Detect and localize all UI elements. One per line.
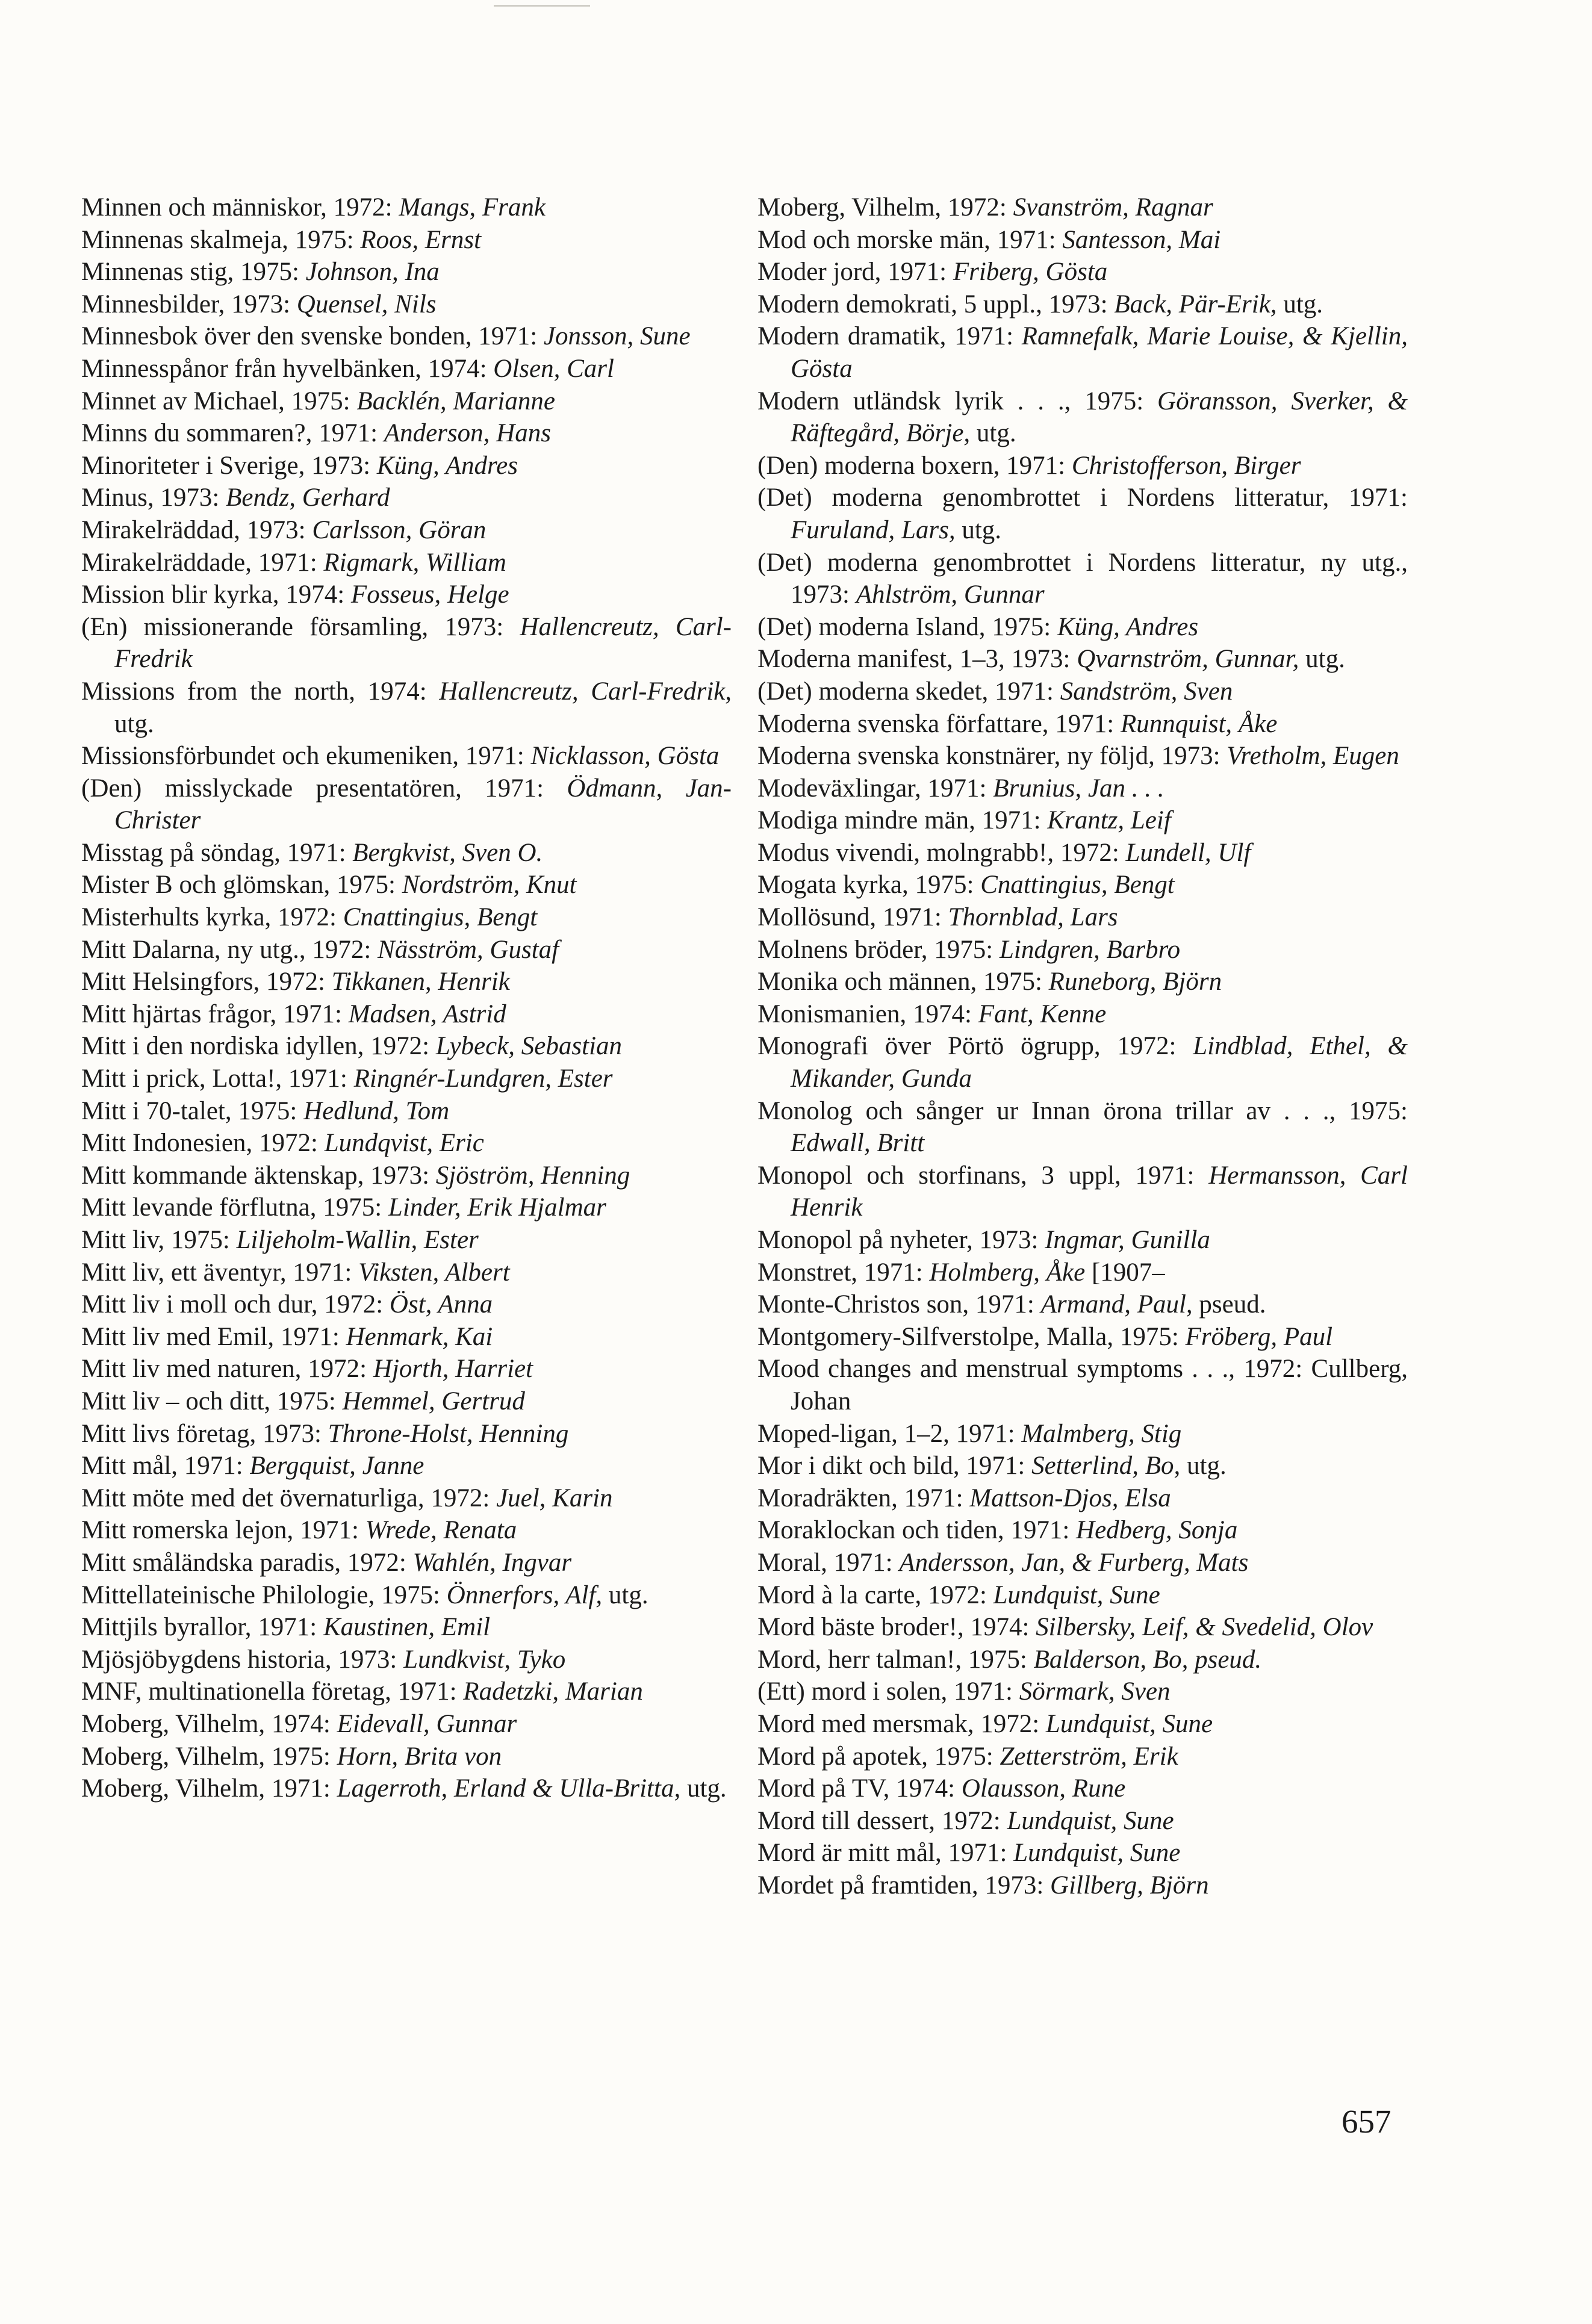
- index-entry: [81, 1321, 732, 1353]
- entry-title: Modus vivendi, molngrabb!, 1972:: [757, 838, 1126, 867]
- entry-author: Lundquist, Sune: [993, 1580, 1160, 1609]
- entry-title: Minoriteter i Sverige, 1973:: [81, 451, 377, 480]
- entry-author: Nicklasson, Gösta: [530, 742, 720, 771]
- entry-author: Lybeck, Sebastian: [435, 1032, 623, 1061]
- entry-title: Monte-Christos son, 1971:: [757, 1290, 1041, 1319]
- index-entry: [757, 1030, 1408, 1095]
- index-entry: [757, 1257, 1408, 1289]
- entry-title: (En) missionerande församling, 1973:: [81, 612, 520, 641]
- entry-title: Mod och morske män, 1971:: [757, 225, 1063, 254]
- entry-author: Roos, Ernst: [360, 225, 482, 254]
- entry-author: Christofferson, Birger: [1071, 451, 1301, 480]
- entry-author: Friberg, Gösta: [953, 258, 1108, 287]
- entry-author: Wrede, Renata: [365, 1516, 517, 1545]
- index-entry: [757, 869, 1408, 901]
- entry-author: Vretholm, Eugen: [1227, 742, 1399, 771]
- entry-title: Mord till dessert, 1972:: [757, 1806, 1007, 1835]
- index-entry: [81, 450, 732, 482]
- entry-title: Minnesbilder, 1973:: [81, 290, 297, 318]
- entry-author: Tikkanen, Henrik: [331, 968, 510, 996]
- entry-author: Fosseus, Helge: [350, 580, 509, 609]
- entry-title: Moder jord, 1971:: [757, 258, 953, 287]
- entry-author: Lundell, Ulf: [1125, 838, 1251, 867]
- entry-author: Qvarnström, Gunnar,: [1077, 645, 1299, 674]
- index-entry: [757, 934, 1408, 966]
- entry-title: Moped-ligan, 1–2, 1971:: [757, 1419, 1022, 1448]
- index-entry: [757, 1321, 1408, 1353]
- entry-author: Sjöström, Henning: [435, 1161, 630, 1190]
- index-entry: [81, 934, 732, 966]
- index-entry: [757, 320, 1408, 385]
- entry-author: Olausson, Rune: [961, 1774, 1126, 1803]
- entry-author: Mangs, Frank: [399, 193, 546, 222]
- entry-title: Molnens bröder, 1975:: [757, 935, 1000, 964]
- entry-title: Misstag på söndag, 1971:: [81, 838, 353, 867]
- index-entry: [81, 1288, 732, 1321]
- index-entry: [757, 901, 1408, 934]
- entry-author: Lundkvist, Tyko: [403, 1645, 566, 1674]
- entry-title: Moberg, Vilhelm, 1971:: [81, 1774, 337, 1803]
- index-entry: [757, 1837, 1408, 1869]
- entry-author: Anderson, Hans: [384, 419, 551, 448]
- entry-suffix: pseud.: [1192, 1290, 1266, 1319]
- index-entry: [757, 1773, 1408, 1805]
- index-entry: [81, 1224, 732, 1257]
- index-entry: [81, 869, 732, 901]
- index-entry: [757, 385, 1408, 450]
- entry-title: Monstret, 1971:: [757, 1258, 930, 1287]
- index-entry: [81, 1644, 732, 1676]
- index-entry: [81, 611, 732, 676]
- entry-title: Mor i dikt och bild, 1971:: [757, 1452, 1032, 1480]
- entry-title: Mitt mål, 1971:: [81, 1452, 250, 1480]
- entry-author: Olsen, Carl: [493, 354, 614, 383]
- entry-author: Bergquist, Janne: [249, 1452, 424, 1480]
- entry-title: Minnen och människor, 1972:: [81, 193, 399, 222]
- entry-author: Edwall, Britt: [791, 1129, 925, 1158]
- entry-author: Lagerroth, Erland & Ulla-Britta,: [337, 1774, 681, 1803]
- entry-title: Minnenas stig, 1975:: [81, 258, 306, 287]
- entry-author: Gillberg, Björn: [1050, 1871, 1209, 1900]
- entry-title: Mister B och glömskan, 1975:: [81, 871, 402, 899]
- entry-author: Hermansson, Carl Henrik: [791, 1161, 1408, 1222]
- entry-author: Cnattingius, Bengt: [343, 903, 538, 932]
- index-entry: [757, 1288, 1408, 1321]
- index-entry: [81, 288, 732, 321]
- index-entry: [757, 482, 1408, 546]
- entry-title: Mollösund, 1971:: [757, 903, 948, 932]
- index-entry: [757, 224, 1408, 256]
- entry-author: Küng, Andres: [1057, 612, 1199, 641]
- entry-suffix: utg.: [1180, 1452, 1227, 1480]
- index-entry: [81, 1741, 732, 1773]
- entry-suffix: utg.: [602, 1580, 648, 1609]
- entry-author: Fant, Kenne: [978, 999, 1107, 1028]
- entry-title: Minnenas skalmeja, 1975:: [81, 225, 361, 254]
- entry-author: Henmark, Kai: [346, 1322, 493, 1351]
- entry-title: Mirakelräddad, 1973:: [81, 515, 312, 544]
- index-entry: [81, 1450, 732, 1482]
- index-entry: [757, 1514, 1408, 1547]
- entry-title: Mitt Dalarna, ny utg., 1972:: [81, 935, 378, 964]
- index-entry: [81, 1030, 732, 1063]
- entry-title: Mogata kyrka, 1975:: [757, 871, 981, 899]
- entry-title: Mitt möte med det övernaturliga, 1972:: [81, 1484, 497, 1512]
- entry-title: Mitt Helsingfors, 1972:: [81, 968, 332, 996]
- index-entry: [757, 676, 1408, 708]
- entry-title: Mitt levande förflutna, 1975:: [81, 1193, 388, 1222]
- index-entry: [81, 547, 732, 579]
- index-entry: [81, 191, 732, 224]
- entry-author: Hedlund, Tom: [303, 1096, 450, 1125]
- index-entry: [81, 966, 732, 998]
- entry-title: Mitt livs företag, 1973:: [81, 1419, 328, 1448]
- index-entry: [81, 676, 732, 740]
- entry-title: Mord på apotek, 1975:: [757, 1742, 1000, 1771]
- entry-author: Silbersky, Leif, & Svedelid, Olov: [1036, 1613, 1373, 1642]
- entry-author: Ramnefalk, Marie Louise, & Kjellin, Gösta: [791, 322, 1408, 383]
- entry-author: Jonsson, Sune: [543, 322, 691, 351]
- entry-title: Minus, 1973:: [81, 483, 226, 512]
- entry-title: Missions from the north, 1974:: [81, 677, 440, 706]
- entry-author: Ringnér-Lundgren, Ester: [353, 1064, 613, 1093]
- entry-title: Moderna svenska författare, 1971:: [757, 709, 1121, 738]
- index-entry: [757, 450, 1408, 482]
- index-entry: [81, 1547, 732, 1579]
- index-entry: [81, 1063, 732, 1095]
- index-entry: [757, 998, 1408, 1031]
- entry-author: Hjorth, Harriet: [373, 1355, 533, 1384]
- entry-suffix: utg.: [680, 1774, 727, 1803]
- entry-title: Mitt hjärtas frågor, 1971:: [81, 999, 349, 1028]
- entry-author: Andersson, Jan, & Furberg, Mats: [899, 1548, 1249, 1577]
- entry-author: Göransson, Sverker, & Räftegård, Börje,: [791, 387, 1408, 448]
- index-entry: [81, 772, 732, 837]
- entry-title: (Den) misslyckade presentatören, 1971:: [81, 774, 567, 803]
- index-entry: [757, 1482, 1408, 1515]
- entry-suffix: [1907–: [1085, 1258, 1165, 1287]
- index-entry: [757, 1676, 1408, 1708]
- index-entry: [757, 1611, 1408, 1644]
- scan-edge-mark: [494, 5, 590, 7]
- entry-author: Quensel, Nils: [296, 290, 437, 318]
- index-column-right: [757, 191, 1408, 1901]
- index-entry: [757, 1353, 1408, 1417]
- entry-title: Moradräkten, 1971:: [757, 1484, 970, 1512]
- index-entry: [757, 1644, 1408, 1676]
- entry-author: Malmberg, Stig: [1021, 1419, 1182, 1448]
- index-entry: [757, 547, 1408, 611]
- entry-title: Mitt liv med Emil, 1971:: [81, 1322, 346, 1351]
- entry-title: Mord bäste broder!, 1974:: [757, 1613, 1036, 1642]
- entry-author: Fröberg, Paul: [1185, 1322, 1333, 1351]
- entry-title: Mitt i den nordiska idyllen, 1972:: [81, 1032, 436, 1061]
- entry-author: Hallencreutz, Carl-Fredrik,: [439, 677, 732, 706]
- index-entry: [757, 643, 1408, 676]
- entry-title: Minnesbok över den svenske bonden, 1971:: [81, 322, 544, 351]
- entry-author: Johnson, Ina: [305, 258, 440, 287]
- entry-title: Mitt i prick, Lotta!, 1971:: [81, 1064, 354, 1093]
- index-entry: [757, 191, 1408, 224]
- entry-author: Holmberg, Åke: [929, 1258, 1086, 1287]
- index-entry: [757, 611, 1408, 644]
- entry-author: Cnattingius, Bengt: [980, 871, 1175, 899]
- entry-author: Küng, Andres: [376, 451, 518, 480]
- entry-title: Mitt liv, ett äventyr, 1971:: [81, 1258, 359, 1287]
- entry-title: Mission blir kyrka, 1974:: [81, 580, 351, 609]
- entry-author: Juel, Karin: [496, 1484, 613, 1512]
- entry-suffix: utg.: [114, 709, 154, 738]
- entry-title: Mitt i 70-talet, 1975:: [81, 1096, 304, 1125]
- index-entry: [81, 1095, 732, 1128]
- entry-title: Misterhults kyrka, 1972:: [81, 903, 343, 932]
- entry-title: Monografi över Pörtö ögrupp, 1972:: [757, 1032, 1193, 1061]
- entry-suffix: utg.: [970, 419, 1016, 448]
- entry-title: Monolog och sånger ur Innan öronа trillar av . . ., 1975:: [757, 1096, 1408, 1125]
- entry-author: Bendz, Gerhard: [226, 483, 390, 512]
- entry-author: Eidevall, Gunnar: [337, 1709, 517, 1738]
- entry-title: Mord à la carte, 1972:: [757, 1580, 993, 1609]
- entry-title: (Den) moderna boxern, 1971:: [757, 451, 1072, 480]
- index-entry: [81, 1514, 732, 1547]
- entry-author: Linder, Erik Hjalmar: [388, 1193, 606, 1222]
- entry-title: Mord med mersmak, 1972:: [757, 1709, 1046, 1738]
- entry-title: Moberg, Vilhelm, 1975:: [81, 1742, 337, 1771]
- index-entry: [757, 1869, 1408, 1902]
- index-entry: [757, 966, 1408, 998]
- index-entry: [757, 256, 1408, 288]
- entry-author: Thornblad, Lars: [948, 903, 1118, 932]
- index-entry: [81, 514, 732, 547]
- entry-title: Minns du sommaren?, 1971:: [81, 419, 384, 448]
- index-entry: [81, 1708, 732, 1741]
- entry-title: Missionsförbundet och ekumeniken, 1971:: [81, 742, 531, 771]
- index-entry: [81, 320, 732, 353]
- entry-author: Brunius, Jan . . .: [993, 774, 1164, 803]
- entry-author: Liljeholm-Wallin, Ester: [236, 1226, 479, 1254]
- entry-title: Mord är mitt mål, 1971:: [757, 1839, 1014, 1868]
- entry-author: Bergkvist, Sven O.: [352, 838, 543, 867]
- entry-author: Furuland, Lars,: [791, 515, 956, 544]
- entry-title: Mitt liv med naturen, 1972:: [81, 1355, 373, 1384]
- entry-author: Santesson, Mai: [1062, 225, 1221, 254]
- entry-title: Modern utländsk lyrik . . ., 1975:: [757, 387, 1158, 415]
- index-entry: [81, 1160, 732, 1192]
- entry-title: Mordet på framtiden, 1973:: [757, 1871, 1051, 1900]
- index-entry: [81, 1353, 732, 1385]
- page-number: 657: [1342, 2103, 1391, 2140]
- entry-title: Mitt kommande äktenskap, 1973:: [81, 1161, 436, 1190]
- entry-author: Nordström, Knut: [402, 871, 577, 899]
- entry-author: Sandström, Sven: [1060, 677, 1233, 706]
- entry-author: Hedberg, Sonja: [1076, 1516, 1238, 1545]
- entry-title: Minnesspånor från hyvelbänken, 1974:: [81, 354, 494, 383]
- entry-author: Throne-Holst, Henning: [328, 1419, 569, 1448]
- index-column-left: [81, 191, 732, 1805]
- entry-author: Backlén, Marianne: [356, 387, 555, 415]
- entry-title: Mittjils byrallor, 1971:: [81, 1613, 323, 1642]
- entry-title: Montgomery-Silfverstolpe, Malla, 1975:: [757, 1322, 1186, 1351]
- entry-author: Viksten, Albert: [358, 1258, 510, 1287]
- index-entry: [81, 1385, 732, 1418]
- entry-title: Modern dramatik, 1971:: [757, 322, 1022, 351]
- entry-title: (Det) moderna skedet, 1971:: [757, 677, 1060, 706]
- entry-author: Hemmel, Gertrud: [342, 1387, 525, 1415]
- entry-author: Kaustinen, Emil: [323, 1613, 491, 1642]
- index-entry: [81, 579, 732, 611]
- entry-author: Runnquist, Åke: [1121, 709, 1278, 738]
- entry-title: Mitt liv, 1975:: [81, 1226, 237, 1254]
- entry-author: Wahlén, Ingvar: [412, 1548, 572, 1577]
- entry-title: Mord på TV, 1974:: [757, 1774, 962, 1803]
- entry-author: Armand, Paul,: [1040, 1290, 1193, 1319]
- index-entry: [757, 1579, 1408, 1612]
- entry-author: Back, Pär-Erik,: [1114, 290, 1277, 318]
- entry-title: Moberg, Vilhelm, 1972:: [757, 193, 1013, 222]
- entry-author: Sörmark, Sven: [1019, 1677, 1171, 1706]
- entry-title: (Det) moderna Island, 1975:: [757, 612, 1057, 641]
- entry-author: Lindblad, Ethel, & Mikander, Gunda: [791, 1032, 1408, 1093]
- entry-author: Öst, Anna: [389, 1290, 493, 1319]
- entry-title: Monismanien, 1974:: [757, 999, 978, 1028]
- entry-suffix: utg.: [1276, 290, 1323, 318]
- index-entry: [81, 998, 732, 1031]
- entry-author: Zetterström, Erik: [1000, 1742, 1178, 1771]
- index-entry: [81, 417, 732, 450]
- entry-title: Mirakelräddade, 1971:: [81, 548, 324, 577]
- index-entry: [757, 1805, 1408, 1838]
- index-entry: [757, 772, 1408, 805]
- index-entry: [81, 837, 732, 869]
- entry-title: (Ett) mord i solen, 1971:: [757, 1677, 1019, 1706]
- entry-author: Balderson, Bo, pseud.: [1033, 1645, 1262, 1674]
- index-entry: [81, 1482, 732, 1515]
- entry-title: Moraklockan och tiden, 1971:: [757, 1516, 1077, 1545]
- index-entry: [81, 1676, 732, 1708]
- entry-title: Modern demokrati, 5 uppl., 1973:: [757, 290, 1115, 318]
- entry-author: Ödmann, Jan-Christer: [114, 774, 732, 835]
- index-entry: [81, 1257, 732, 1289]
- entry-title: Mjösjöbygdens historia, 1973:: [81, 1645, 404, 1674]
- entry-title: (Det) moderna genombrottet i Nordens litteratur, ny utg., 1973:: [757, 548, 1408, 609]
- entry-title: Modeväxlingar, 1971:: [757, 774, 993, 803]
- index-entry: [757, 1450, 1408, 1482]
- index-entry: [757, 1741, 1408, 1773]
- entry-author: Önnerfors, Alf,: [446, 1580, 603, 1609]
- index-entry: [81, 1192, 732, 1224]
- entry-title: Mitt Indonesien, 1972:: [81, 1129, 325, 1158]
- entry-title: Monopol på nyheter, 1973:: [757, 1226, 1045, 1254]
- index-entry: [81, 901, 732, 934]
- entry-title: Moberg, Vilhelm, 1974:: [81, 1709, 337, 1738]
- entry-title: Moderna manifest, 1–3, 1973:: [757, 645, 1077, 674]
- entry-author: Lundquist, Sune: [1013, 1839, 1181, 1868]
- entry-author: Rigmark, William: [323, 548, 506, 577]
- entry-title: Monopol och storfinans, 3 uppl, 1971:: [757, 1161, 1209, 1190]
- index-entry: [757, 740, 1408, 772]
- entry-author: Lundquist, Sune: [1007, 1806, 1174, 1835]
- entry-author: Lundqvist, Eric: [324, 1129, 484, 1158]
- entry-author: Ingmar, Gunilla: [1045, 1226, 1210, 1254]
- entry-author: Radetzki, Marian: [463, 1677, 643, 1706]
- index-entry: [757, 708, 1408, 741]
- entry-author: Horn, Brita von: [337, 1742, 502, 1771]
- entry-title: Mitt liv – och ditt, 1975:: [81, 1387, 343, 1415]
- index-entry: [81, 740, 732, 772]
- entry-suffix: utg.: [1299, 645, 1345, 674]
- entry-title: Modiga mindre män, 1971:: [757, 806, 1048, 835]
- entry-suffix: utg.: [955, 515, 1002, 544]
- index-entry: [757, 288, 1408, 321]
- entry-title: Moderna svenska konstnärer, ny följd, 1973:: [757, 742, 1227, 771]
- entry-author: Krantz, Leif: [1047, 806, 1171, 835]
- index-entry: [757, 1418, 1408, 1450]
- index-entry: [81, 224, 732, 256]
- entry-title: Mittellateinische Philologie, 1975:: [81, 1580, 447, 1609]
- entry-title: Mord, herr talman!, 1975:: [757, 1645, 1034, 1674]
- index-entry: [81, 1611, 732, 1644]
- index-entry: [757, 1224, 1408, 1257]
- entry-author: Madsen, Astrid: [348, 999, 506, 1028]
- entry-author: Näsström, Gustaf: [378, 935, 559, 964]
- index-entry: [757, 1547, 1408, 1579]
- entry-title: Monika och männen, 1975:: [757, 968, 1049, 996]
- entry-title: (Det) moderna genombrottet i Nordens litteratur, 1971:: [757, 483, 1408, 512]
- entry-author: Hallencreutz, Carl-Fredrik: [114, 612, 732, 674]
- index-entry: [757, 1160, 1408, 1224]
- index-entry: [757, 804, 1408, 837]
- entry-title: Minnet av Michael, 1975:: [81, 387, 357, 415]
- index-entry: [81, 353, 732, 385]
- index-entry: [81, 482, 732, 514]
- entry-title: Moral, 1971:: [757, 1548, 900, 1577]
- entry-author: Lindgren, Barbro: [999, 935, 1181, 964]
- entry-author: Setterlind, Bo,: [1031, 1452, 1181, 1480]
- index-entry: [81, 256, 732, 288]
- index-entry: [81, 1418, 732, 1450]
- index-entry: [757, 837, 1408, 869]
- entry-title: MNF, multinationella företag, 1971:: [81, 1677, 464, 1706]
- entry-title: Mitt liv i moll och dur, 1972:: [81, 1290, 390, 1319]
- entry-author: Lundquist, Sune: [1045, 1709, 1213, 1738]
- entry-author: Ahlström, Gunnar: [856, 580, 1045, 609]
- entry-title: Mitt småländska paradis, 1972:: [81, 1548, 413, 1577]
- entry-title: Mood changes and menstrual symptoms . . ., 1972: Cullberg, Johan: [757, 1355, 1408, 1415]
- entry-author: Svanström, Ragnar: [1013, 193, 1213, 222]
- index-entry: [81, 1127, 732, 1160]
- index-entry: [757, 1095, 1408, 1160]
- index-entry: [81, 1579, 732, 1612]
- index-entry: [757, 1708, 1408, 1741]
- entry-author: Carlsson, Göran: [312, 515, 487, 544]
- entry-title: Mitt romerska lejon, 1971:: [81, 1516, 365, 1545]
- entry-author: Mattson-Djos, Elsa: [969, 1484, 1171, 1512]
- index-entry: [81, 1773, 732, 1805]
- index-entry: [81, 385, 732, 418]
- entry-author: Runeborg, Björn: [1048, 968, 1222, 996]
